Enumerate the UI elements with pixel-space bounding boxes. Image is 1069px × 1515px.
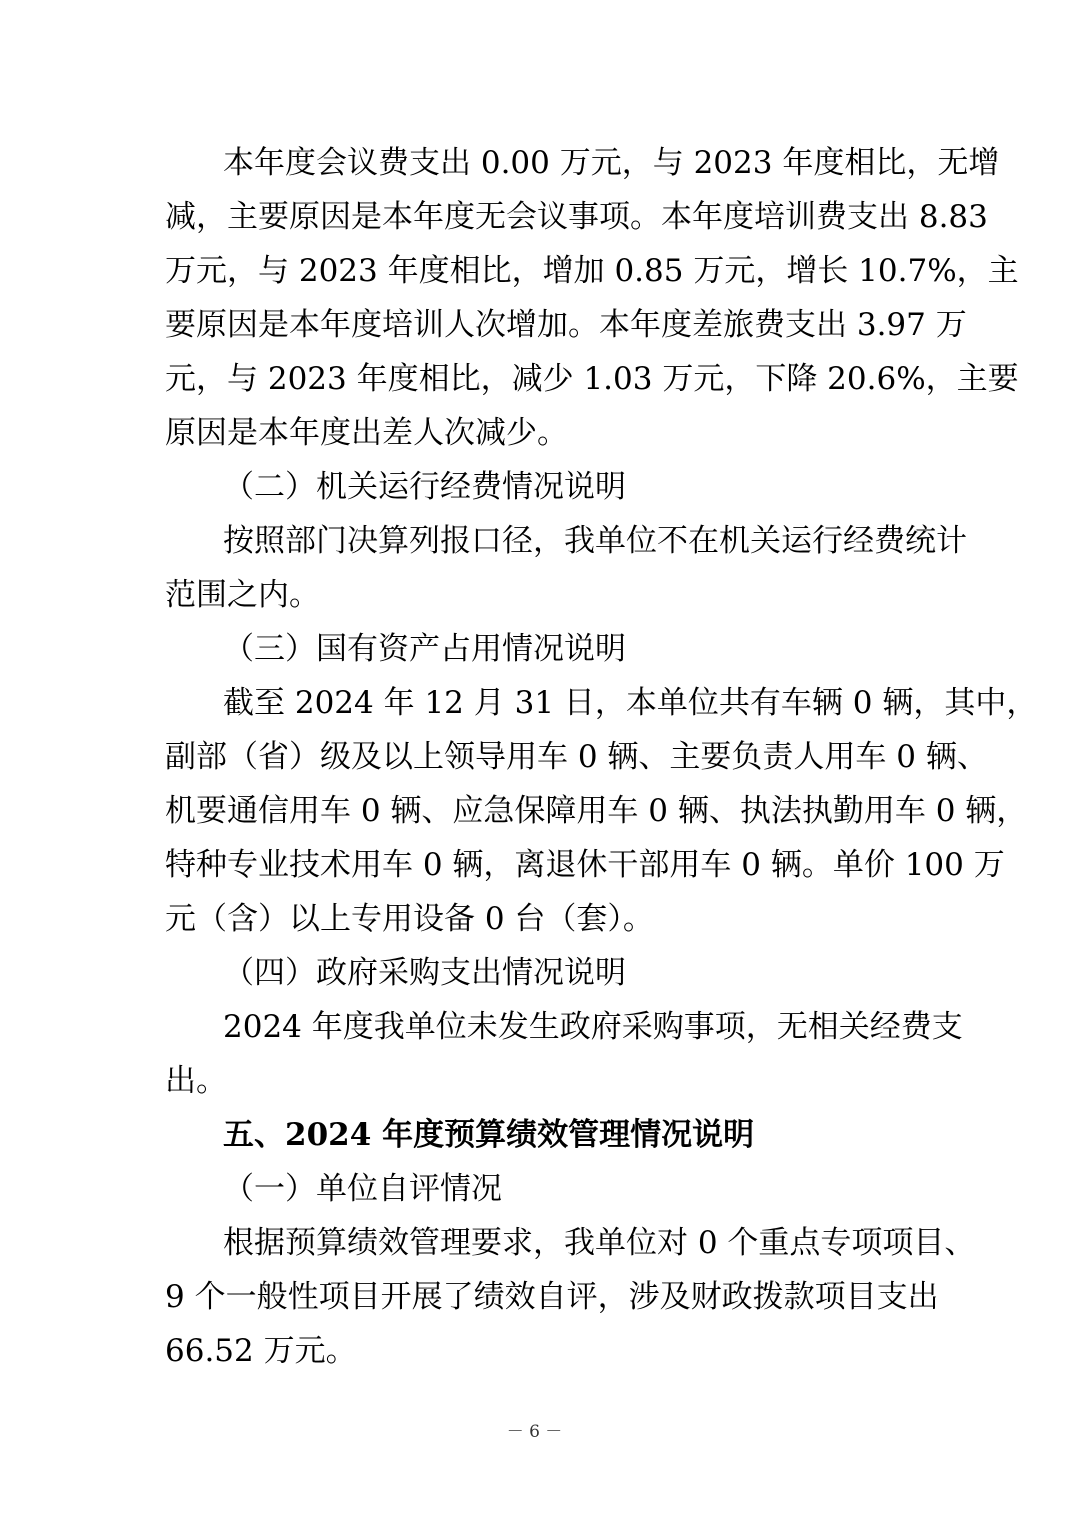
paragraph-line: 出。: [165, 1063, 227, 1099]
paragraph-line: 副部（省）级及以上领导用车 0 辆、主要负责人用车 0 辆、: [165, 739, 988, 775]
paragraph-line: 要原因是本年度培训人次增加。本年度差旅费支出 3.97 万: [165, 307, 967, 343]
paragraph-line: 范围之内。: [165, 577, 320, 613]
page-number: － 6 －: [506, 1422, 563, 1442]
paragraph-line: 特种专业技术用车 0 辆，离退休干部用车 0 辆。单价 100 万: [165, 847, 1005, 883]
paragraph-line: 本年度会议费支出 0.00 万元，与 2023 年度相比，无增: [223, 145, 1000, 181]
section-heading: （三）国有资产占用情况说明: [223, 631, 626, 667]
paragraph-line: 截至 2024 年 12 月 31 日，本单位共有车辆 0 辆，其中，: [223, 685, 1038, 721]
paragraph-line: 根据预算绩效管理要求，我单位对 0 个重点专项项目、: [223, 1225, 976, 1261]
section-heading: （四）政府采购支出情况说明: [223, 955, 626, 991]
paragraph-line: 2024 年度我单位未发生政府采购事项，无相关经费支: [223, 1009, 963, 1045]
section-heading: （二）机关运行经费情况说明: [223, 469, 626, 505]
chapter-heading: 五、2024 年度预算绩效管理情况说明: [223, 1117, 755, 1153]
paragraph-line: 原因是本年度出差人次减少。: [165, 415, 568, 451]
paragraph-line: 66.52 万元。: [165, 1333, 357, 1369]
paragraph-line: 9 个一般性项目开展了绩效自评，涉及财政拨款项目支出: [165, 1279, 939, 1315]
section-heading: （一）单位自评情况: [223, 1171, 502, 1207]
paragraph-line: 减，主要原因是本年度无会议事项。本年度培训费支出 8.83: [165, 199, 988, 235]
paragraph-line: 按照部门决算列报口径，我单位不在机关运行经费统计: [223, 523, 967, 559]
paragraph-line: 万元，与 2023 年度相比，增加 0.85 万元，增长 10.7%，主: [165, 253, 1019, 289]
paragraph-line: 机要通信用车 0 辆、应急保障用车 0 辆、执法执勤用车 0 辆，: [165, 793, 1028, 829]
paragraph-line: 元（含）以上专用设备 0 台（套）。: [165, 901, 654, 937]
paragraph-line: 元，与 2023 年度相比，减少 1.03 万元，下降 20.6%，主要: [165, 361, 1019, 397]
